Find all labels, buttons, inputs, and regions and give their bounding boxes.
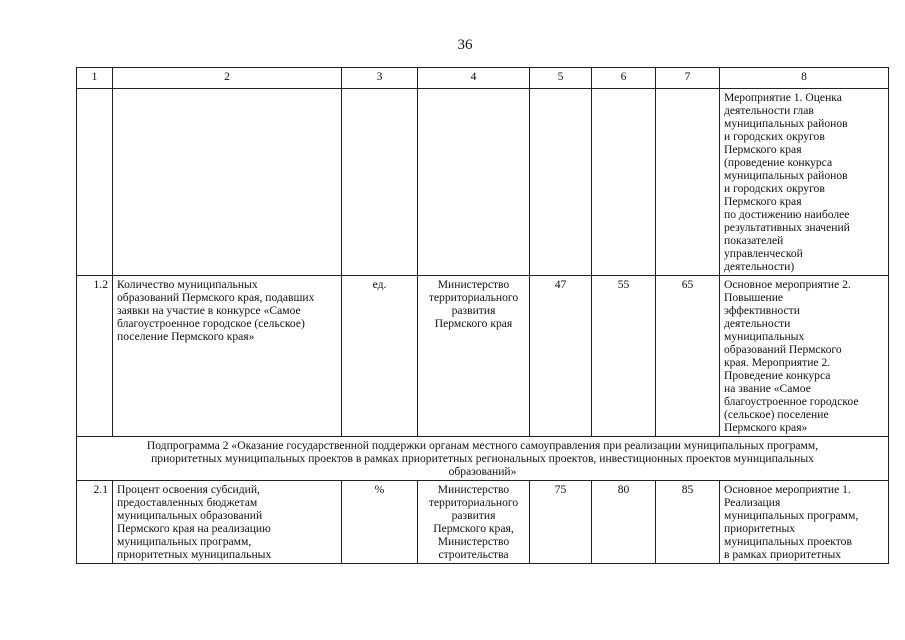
value-cell-6 — [592, 89, 656, 276]
subprogram-title: Подпрограмма 2 «Оказание государственной поддержки органам местного самоуправления при реализации муниципальных программ, приоритетных муниципальных проектов в рамках приоритетных региональных проектов, инвестиционных проектов муниципальных образований» — [77, 437, 889, 481]
column-header-2: 2 — [113, 68, 342, 89]
page-number: 36 — [457, 37, 473, 53]
row-number-cell: 1.2 — [77, 276, 113, 437]
table-header-row — [77, 68, 889, 89]
value-cell-7: 85 — [656, 481, 720, 564]
row-number-cell: 2.1 — [77, 481, 113, 564]
indicator-name-cell: Процент освоения субсидий, предоставленных бюджетам муниципальных образований Пермского края на реализацию муниципальных программ, приоритетных муниципальных — [113, 481, 342, 564]
subprogram-row — [77, 437, 889, 481]
table-row — [77, 276, 889, 437]
measure-cell: Основное мероприятие 1. Реализация муниципальных программ, приоритетных муниципальных проектов в рамках приоритетных — [720, 481, 889, 564]
column-header-7: 7 — [656, 68, 720, 89]
column-header-8: 8 — [720, 68, 889, 89]
value-cell-5: 75 — [530, 481, 592, 564]
column-header-3: 3 — [342, 68, 418, 89]
column-header-5: 5 — [530, 68, 592, 89]
unit-cell: % — [342, 481, 418, 564]
value-cell-6: 80 — [592, 481, 656, 564]
value-cell-7: 65 — [656, 276, 720, 437]
value-cell-5: 47 — [530, 276, 592, 437]
value-cell-5 — [530, 89, 592, 276]
responsible-cell: Министерство территориального развития Пермского края — [418, 276, 530, 437]
value-cell-6: 55 — [592, 276, 656, 437]
row-number-cell — [77, 89, 113, 276]
unit-cell: ед. — [342, 276, 418, 437]
measure-cell: Основное мероприятие 2. Повышение эффективности деятельности муниципальных образований Пермского края. Мероприятие 2. Проведение конкурса на звание «Самое благоустроенное городское (сельское) поселение Пермского края» — [720, 276, 889, 437]
responsible-cell — [418, 89, 530, 276]
responsible-cell: Министерство территориального развития Пермского края, Министерство строительства — [418, 481, 530, 564]
measure-cell: Мероприятие 1. Оценка деятельности глав муниципальных районов и городских округов Пермского края (проведение конкурса муниципальных районов и городских округов Пермского края по достижению наиболее результативных значений показателей управленческой деятельности) — [720, 89, 889, 276]
column-header-1: 1 — [77, 68, 113, 89]
indicator-name-cell: Количество муниципальных образований Пермского края, подавших заявки на участие в конкурсе «Самое благоустроенное городское (сельское) поселение Пермского края» — [113, 276, 342, 437]
table-row — [77, 89, 889, 276]
table-row — [77, 481, 889, 564]
indicators-table — [76, 67, 889, 564]
value-cell-7 — [656, 89, 720, 276]
indicator-name-cell — [113, 89, 342, 276]
unit-cell — [342, 89, 418, 276]
column-header-6: 6 — [592, 68, 656, 89]
column-header-4: 4 — [418, 68, 530, 89]
